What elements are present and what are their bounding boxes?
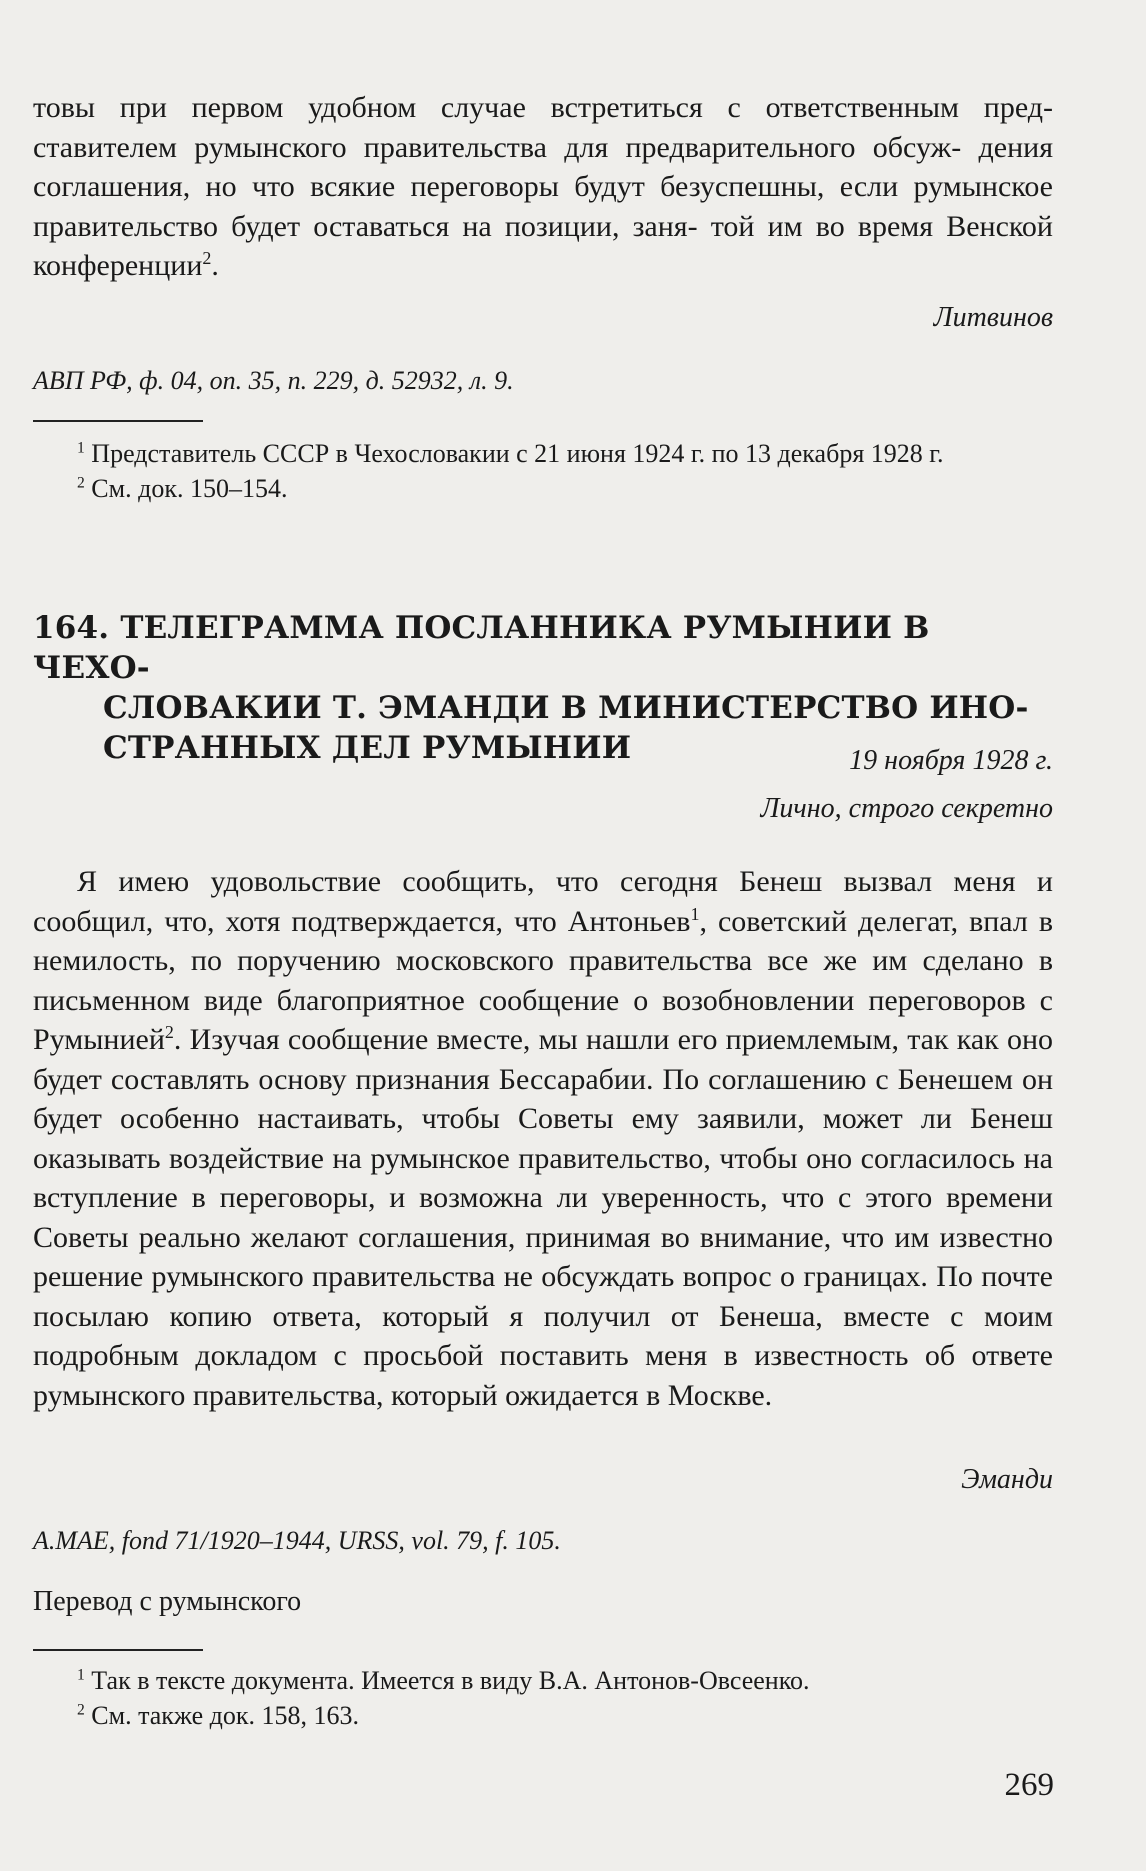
archive-text-2: A.MAE, fond 71/1920–1944, URSS, vol. 79, f. 105. — [33, 1526, 561, 1555]
title-line-3: СТРАННЫХ ДЕЛ РУМЫНИИ — [103, 730, 632, 766]
footnotes-block-2 — [33, 1663, 1053, 1733]
body-paragraph — [33, 862, 1053, 1415]
archive-reference-1 — [33, 366, 1053, 396]
footnote-text: Представитель СССР в Чехословакии с 21 июня 1924 г. по 13 декабря 1928 г. — [91, 439, 944, 468]
footnote-1-2 — [33, 471, 1053, 506]
signature-emandi: Эманди — [961, 1464, 1053, 1495]
footnote-mark: 2 — [77, 474, 85, 492]
footnote-mark: 2 — [77, 1701, 85, 1719]
body-part-1: Я имею удовольствие сообщить, что сегодня Бенеш вызвал меня и сообщил, что, хотя подтверждается, что Антоньев — [33, 865, 1053, 938]
footnote-text: Так в тексте документа. Имеется в виду В.А. Антонов-Овсеенко. — [91, 1666, 810, 1695]
continuation-tail: . — [211, 249, 219, 282]
title-text-1: ТЕЛЕГРАММА ПОСЛАННИКА РУМЫНИИ В ЧЕХО- — [33, 610, 930, 686]
document-heading — [33, 608, 1053, 768]
continuation-line-3: дения соглашения, но что всякие переговоры будут безуспешны, — [33, 130, 1054, 203]
translation-text: Перевод с румынского — [33, 1586, 302, 1617]
document-number: 164. — [33, 610, 110, 646]
footnote-2-1 — [33, 1663, 1053, 1698]
footnote-mark: 1 — [77, 1666, 85, 1684]
footnote-2-2 — [33, 1698, 1053, 1733]
footnote-ref-1: 1 — [690, 903, 700, 924]
footnote-text: См. док. 150–154. — [91, 474, 288, 503]
footnotes-block-1 — [33, 436, 1053, 506]
document-body — [33, 862, 1053, 1415]
footnote-ref-2: 2 — [164, 1022, 174, 1043]
footnote-mark: 1 — [77, 439, 85, 457]
continuation-line-1: товы при первом удобном случае встретиться с ответственным пред- — [33, 91, 1053, 124]
footnote-1-1 — [33, 436, 1053, 471]
body-part-2: , советский делегат, впал в немилость, по поручению московского правительства все же им сделано в письменном виде благоприятное сообщение о возобновлении переговоров с Румынией — [33, 904, 1053, 1056]
footnote-divider-2 — [33, 1649, 203, 1651]
continuation-line-2: ставителем румынского правительства для предварительного обсуж- — [33, 130, 962, 164]
document-classification: Лично, строго секретно — [760, 793, 1053, 824]
archive-reference-2 — [33, 1526, 1053, 1556]
translation-note — [33, 1586, 1053, 1618]
continuation-text — [33, 88, 1053, 286]
continuation-paragraph — [33, 88, 1053, 286]
continuation-line-4: если румынское правительство будет оставаться на позиции, заня- — [33, 170, 1054, 243]
title-line-1 — [33, 608, 1053, 688]
body-part-3: . Изучая сообщение вместе, мы нашли его приемлемым, так как оно будет составлять основу признания Бессарабии. По соглашению с Бенешем он будет особенно настаивать, чтобы Советы ему заявили, может ли Бенеш оказывать воздействие на румынское правительство, чтобы оно согласилось на вступление в переговоры, и возможна ли уверенность, что с этого времени Советы реально желают соглашения, принимая во внимание, что им известно решение румынского правительства не обсуждать вопрос о границах. По почте посылаю копию ответа, который я получил от Бенеша, вместе с моим подробным докладом с просьбой поставить меня в известность об ответе румынского правительства, который ожидается в Москве. — [33, 1023, 1053, 1412]
footnote-divider-1 — [33, 420, 203, 422]
document-title — [33, 608, 1053, 768]
document-date: 19 ноября 1928 г. — [849, 745, 1053, 776]
archive-text-1: АВП РФ, ф. 04, оп. 35, п. 229, д. 52932, л. 9. — [33, 366, 514, 395]
signature-litvinov: Литвинов — [933, 302, 1053, 333]
title-line-2: СЛОВАКИИ Т. ЭМАНДИ В МИНИСТЕРСТВО ИНО- — [103, 690, 1029, 726]
page-number: 269 — [1004, 1767, 1054, 1803]
footnote-text: См. также док. 158, 163. — [91, 1701, 359, 1730]
continuation-line-5: той им во время Венской конференции — [33, 209, 1053, 282]
footnote-ref: 2 — [202, 248, 212, 269]
